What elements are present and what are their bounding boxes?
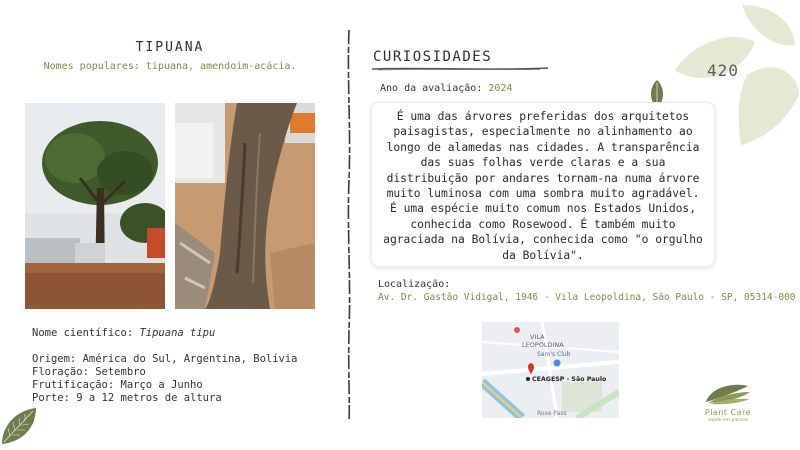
map-target-icon [526,377,530,381]
column-divider [344,30,354,422]
page-number-badge: 420 [707,61,739,80]
scientific-name-label: Nome científico: [32,327,140,339]
flowering: Floração: Setembro [32,366,146,378]
plant-name: TIPUANA [135,40,205,55]
scientific-name: Tipuana tipu [139,327,216,339]
scientific-name-line [32,327,215,339]
curiosities-description: É uma das árvores preferidas dos arquitetos paisagistas, especialmente no alinhamento ao longo de alamedas nas cidades. A transparência das suas folhas verde claras e a sua distribuição por andares tornam-na numa árvore muito luminosa com uma sombra muito agradável. É uma espécie muito comum nos Estados Unidos, conhecida como Rosewood. É também muito agraciada na Bolívia, conhecida como "o orgulho da Bolívia". [371,102,715,267]
map-district-line1: VILA [530,333,545,341]
map-bottom-label: Rose Pass [537,410,567,417]
location-address: Av. Dr. Gastão Vidigal, 1946 - Vila Leopoldina, São Paulo - SP, 05314-000 [378,292,796,303]
map-store-icon [554,360,561,367]
location-label: Localização: [378,279,451,290]
location-map[interactable] [482,322,619,418]
curiosities-title: CURIOSIDADES [373,49,493,65]
origin: Origem: América do Sul, Argentina, Bolívia [32,353,298,365]
map-poi-icon [514,327,520,333]
tree-photo [25,103,165,309]
map-store-label: Sam's Club [537,351,571,358]
size: Porte: 9 a 12 metros de altura [32,392,222,404]
fruiting: Frutificação: Março a Junho [32,379,203,391]
evaluation-year-value: 2024 [488,83,513,94]
logo-tagline: saúde em plantas [707,418,749,423]
popular-names: Nomes populares: tipuana, amendoim-acácia. [43,61,297,72]
map-place-label: CEAGESP - São Paulo [532,376,607,383]
trunk-photo [175,103,315,309]
evaluation-year-label: Ano da avaliação: [380,83,489,94]
title-underline [370,66,550,72]
logo-name: Plant Care [704,408,752,417]
decorative-leaf-bottom [0,406,38,446]
plant-facts [32,353,298,405]
map-district-line2: LEOPOLDINA [522,341,564,349]
evaluation-year [380,83,512,94]
